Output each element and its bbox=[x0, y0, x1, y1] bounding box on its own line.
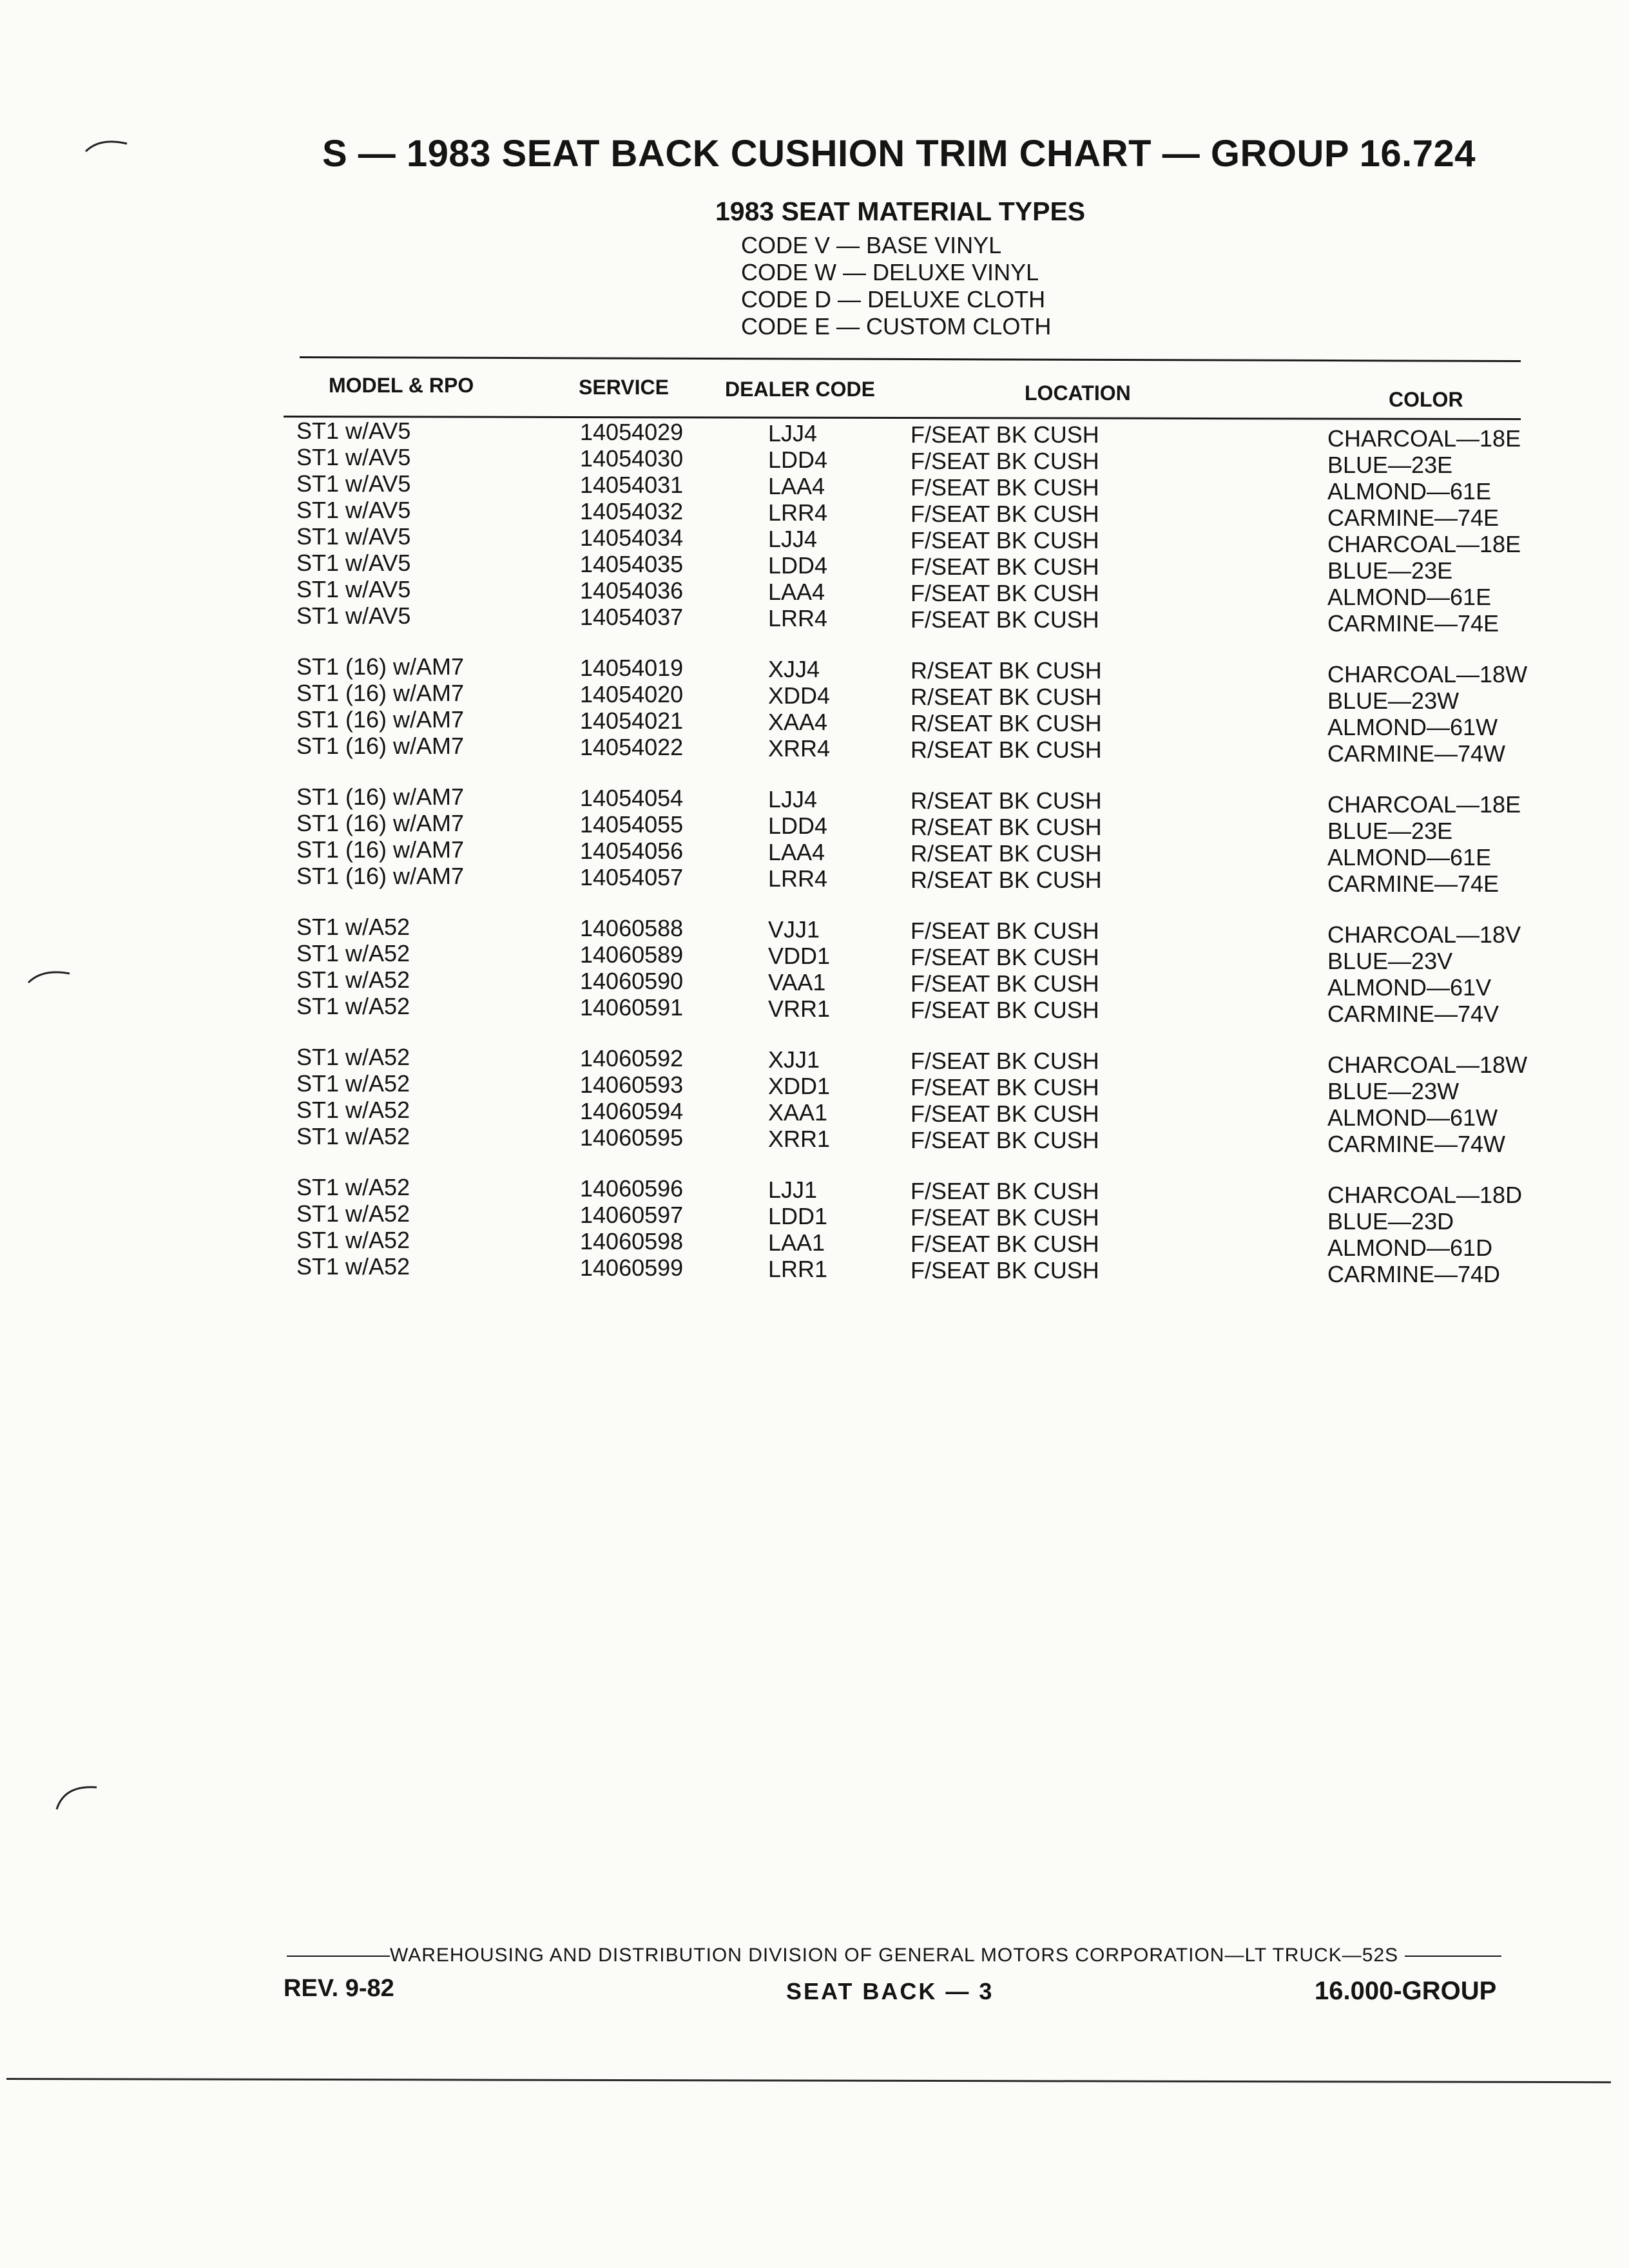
cell-model-rpo: ST1 w/A52 bbox=[296, 1044, 410, 1070]
cell-color: BLUE—23W bbox=[1327, 687, 1460, 714]
cell-location: F/SEAT BK CUSH bbox=[911, 527, 1099, 553]
cell-model-rpo: ST1 (16) w/AM7 bbox=[296, 653, 465, 680]
cell-service-number: 14054029 bbox=[580, 419, 684, 445]
cell-color: BLUE—23V bbox=[1327, 948, 1453, 974]
table-row bbox=[0, 523, 1629, 557]
footer-division-line bbox=[287, 1945, 1501, 1966]
cell-model-rpo: ST1 w/A52 bbox=[296, 940, 410, 966]
cell-service-number: 14054036 bbox=[580, 577, 684, 604]
cell-service-number: 14060598 bbox=[580, 1228, 684, 1254]
table-row bbox=[0, 783, 1629, 818]
table-row bbox=[0, 1174, 1629, 1208]
table-row bbox=[0, 470, 1629, 505]
cell-dealer-code: XDD4 bbox=[768, 682, 831, 709]
cell-location: R/SEAT BK CUSH bbox=[911, 710, 1102, 736]
cell-dealer-code: LRR1 bbox=[768, 1256, 828, 1282]
cell-service-number: 14054022 bbox=[580, 734, 684, 760]
cell-service-number: 14060590 bbox=[580, 968, 684, 994]
cell-model-rpo: ST1 w/A52 bbox=[296, 914, 410, 940]
cell-dealer-code: XJJ1 bbox=[768, 1046, 820, 1073]
cell-location: R/SEAT BK CUSH bbox=[911, 736, 1102, 763]
table-row bbox=[0, 1253, 1629, 1287]
table-row bbox=[0, 733, 1629, 767]
table-header-row bbox=[0, 374, 1629, 411]
cell-model-rpo: ST1 w/AV5 bbox=[296, 497, 411, 523]
cell-dealer-code: VRR1 bbox=[768, 995, 831, 1022]
cell-color: CARMINE—74E bbox=[1327, 505, 1499, 531]
page-label: SEAT BACK — 3 bbox=[786, 1978, 994, 2004]
cell-service-number: 14060589 bbox=[580, 941, 684, 968]
header-location: LOCATION bbox=[1025, 381, 1131, 405]
cell-color: CHARCOAL—18V bbox=[1327, 921, 1521, 948]
cell-dealer-code: VDD1 bbox=[768, 943, 831, 969]
binder-hole-mark bbox=[52, 1778, 103, 1817]
cell-location: F/SEAT BK CUSH bbox=[911, 553, 1099, 580]
cell-location: F/SEAT BK CUSH bbox=[911, 1127, 1099, 1153]
material-code-item: CODE W — DELUXE VINYL bbox=[741, 259, 1039, 285]
header-color: COLOR bbox=[1389, 388, 1463, 411]
header-model-rpo: MODEL & RPO bbox=[329, 374, 474, 397]
cell-color: CHARCOAL—18E bbox=[1327, 531, 1521, 557]
cell-dealer-code: LAA4 bbox=[768, 839, 825, 865]
cell-model-rpo: ST1 w/AV5 bbox=[296, 418, 411, 444]
revision-label: REV. 9-82 bbox=[284, 1975, 394, 2002]
binder-hole-mark bbox=[81, 132, 132, 158]
cell-dealer-code: XJJ4 bbox=[768, 656, 820, 682]
cell-service-number: 14054031 bbox=[580, 472, 684, 498]
cell-color: CHARCOAL—18D bbox=[1327, 1182, 1523, 1208]
cell-color: ALMOND—61W bbox=[1327, 1104, 1498, 1131]
cell-model-rpo: ST1 w/A52 bbox=[296, 966, 410, 993]
table-row bbox=[0, 863, 1629, 897]
cell-service-number: 14054034 bbox=[580, 524, 684, 551]
cell-service-number: 14060596 bbox=[580, 1175, 684, 1202]
cell-dealer-code: LDD4 bbox=[768, 447, 828, 473]
cell-dealer-code: LDD4 bbox=[768, 812, 828, 839]
cell-color: ALMOND—61W bbox=[1327, 714, 1498, 740]
table-row bbox=[0, 706, 1629, 740]
cell-color: BLUE—23D bbox=[1327, 1208, 1454, 1235]
cell-dealer-code: XAA4 bbox=[768, 709, 828, 735]
material-code-item: CODE V — BASE VINYL bbox=[741, 232, 1002, 258]
table-row bbox=[0, 810, 1629, 844]
cell-dealer-code: XDD1 bbox=[768, 1073, 831, 1099]
cell-color: BLUE—23E bbox=[1327, 557, 1453, 584]
cell-service-number: 14060593 bbox=[580, 1072, 684, 1098]
table-top-rule bbox=[300, 356, 1521, 362]
cell-dealer-code: LAA1 bbox=[768, 1229, 825, 1256]
cell-location: F/SEAT BK CUSH bbox=[911, 1074, 1099, 1100]
cell-dealer-code: LJJ4 bbox=[768, 526, 818, 552]
cell-model-rpo: ST1 w/A52 bbox=[296, 1123, 410, 1149]
trim-table-body bbox=[0, 419, 1629, 1334]
table-row bbox=[0, 444, 1629, 478]
material-code-item: CODE D — DELUXE CLOTH bbox=[741, 286, 1046, 312]
cell-dealer-code: XRR1 bbox=[768, 1126, 831, 1152]
table-row bbox=[0, 576, 1629, 610]
cell-location: F/SEAT BK CUSH bbox=[911, 606, 1099, 633]
cell-dealer-code: LAA4 bbox=[768, 473, 825, 499]
cell-model-rpo: ST1 w/A52 bbox=[296, 1070, 410, 1097]
table-row bbox=[0, 914, 1629, 948]
cell-service-number: 14054032 bbox=[580, 498, 684, 524]
table-row bbox=[0, 1123, 1629, 1157]
cell-dealer-code: LJJ1 bbox=[768, 1177, 818, 1203]
cell-color: ALMOND—61E bbox=[1327, 584, 1492, 610]
cell-color: ALMOND—61V bbox=[1327, 974, 1492, 1001]
cell-model-rpo: ST1 (16) w/AM7 bbox=[296, 836, 465, 863]
cell-dealer-code: XAA1 bbox=[768, 1099, 828, 1126]
cell-color: CARMINE—74V bbox=[1327, 1001, 1499, 1027]
cell-color: BLUE—23W bbox=[1327, 1078, 1460, 1104]
cell-dealer-code: LRR4 bbox=[768, 605, 828, 631]
cell-color: CARMINE—74D bbox=[1327, 1261, 1501, 1287]
cell-service-number: 14060588 bbox=[580, 915, 684, 941]
table-row bbox=[0, 1200, 1629, 1235]
cell-dealer-code: LRR4 bbox=[768, 499, 828, 526]
cell-service-number: 14060592 bbox=[580, 1045, 684, 1072]
table-row bbox=[0, 836, 1629, 870]
header-dealer-code: DEALER CODE bbox=[725, 378, 875, 401]
table-row bbox=[0, 1097, 1629, 1131]
table-row bbox=[0, 966, 1629, 1001]
cell-model-rpo: ST1 (16) w/AM7 bbox=[296, 733, 465, 759]
header-service: SERVICE bbox=[579, 376, 669, 399]
footer-dash-left bbox=[287, 1956, 390, 1957]
footer-dash-right bbox=[1405, 1956, 1501, 1957]
cell-location: F/SEAT BK CUSH bbox=[911, 970, 1099, 997]
cell-service-number: 14054030 bbox=[580, 445, 684, 472]
cell-model-rpo: ST1 w/A52 bbox=[296, 1200, 410, 1227]
cell-model-rpo: ST1 w/A52 bbox=[296, 993, 410, 1019]
cell-service-number: 14054035 bbox=[580, 551, 684, 577]
cell-dealer-code: LAA4 bbox=[768, 579, 825, 605]
cell-dealer-code: LRR4 bbox=[768, 865, 828, 892]
cell-location: R/SEAT BK CUSH bbox=[911, 684, 1102, 710]
cell-color: CHARCOAL—18E bbox=[1327, 791, 1521, 818]
cell-color: ALMOND—61E bbox=[1327, 478, 1492, 505]
cell-dealer-code: LDD1 bbox=[768, 1203, 828, 1229]
table-row bbox=[0, 418, 1629, 452]
cell-color: ALMOND—61E bbox=[1327, 844, 1492, 870]
table-row bbox=[0, 653, 1629, 687]
cell-dealer-code: LJJ4 bbox=[768, 786, 818, 812]
cell-location: R/SEAT BK CUSH bbox=[911, 814, 1102, 840]
cell-location: F/SEAT BK CUSH bbox=[911, 448, 1099, 474]
cell-color: CARMINE—74W bbox=[1327, 1131, 1506, 1157]
table-row bbox=[0, 993, 1629, 1027]
cell-model-rpo: ST1 (16) w/AM7 bbox=[296, 863, 465, 889]
cell-location: F/SEAT BK CUSH bbox=[911, 580, 1099, 606]
cell-dealer-code: LDD4 bbox=[768, 552, 828, 579]
cell-service-number: 14054019 bbox=[580, 655, 684, 681]
cell-model-rpo: ST1 w/AV5 bbox=[296, 602, 411, 629]
cell-service-number: 14054057 bbox=[580, 864, 684, 890]
cell-location: F/SEAT BK CUSH bbox=[911, 1204, 1099, 1231]
material-codes-list bbox=[741, 232, 1051, 340]
cell-dealer-code: VAA1 bbox=[768, 969, 826, 995]
cell-location: F/SEAT BK CUSH bbox=[911, 1048, 1099, 1074]
cell-location: R/SEAT BK CUSH bbox=[911, 840, 1102, 867]
cell-location: F/SEAT BK CUSH bbox=[911, 997, 1099, 1023]
cell-model-rpo: ST1 w/AV5 bbox=[296, 444, 411, 470]
cell-color: BLUE—23E bbox=[1327, 818, 1453, 844]
cell-model-rpo: ST1 w/A52 bbox=[296, 1174, 410, 1200]
cell-service-number: 14054055 bbox=[580, 811, 684, 838]
cell-color: CARMINE—74E bbox=[1327, 870, 1499, 897]
cell-service-number: 14060599 bbox=[580, 1254, 684, 1281]
cell-location: F/SEAT BK CUSH bbox=[911, 1100, 1099, 1127]
cell-location: R/SEAT BK CUSH bbox=[911, 657, 1102, 684]
table-row bbox=[0, 550, 1629, 584]
cell-service-number: 14054037 bbox=[580, 604, 684, 630]
page-title: S — 1983 SEAT BACK CUSHION TRIM CHART — GROUP 16.724 bbox=[322, 133, 1476, 175]
cell-service-number: 14054021 bbox=[580, 707, 684, 734]
table-row bbox=[0, 940, 1629, 974]
cell-location: R/SEAT BK CUSH bbox=[911, 787, 1102, 814]
cell-location: F/SEAT BK CUSH bbox=[911, 944, 1099, 970]
cell-dealer-code: LJJ4 bbox=[768, 420, 818, 447]
page-bottom-edge bbox=[6, 2078, 1611, 2083]
cell-service-number: 14060595 bbox=[580, 1124, 684, 1151]
cell-location: F/SEAT BK CUSH bbox=[911, 501, 1099, 527]
cell-location: F/SEAT BK CUSH bbox=[911, 421, 1099, 448]
group-label: 16.000-GROUP bbox=[1315, 1977, 1497, 2005]
table-row bbox=[0, 1227, 1629, 1261]
cell-service-number: 14060594 bbox=[580, 1098, 684, 1124]
cell-dealer-code: VJJ1 bbox=[768, 916, 820, 943]
material-types-heading: 1983 SEAT MATERIAL TYPES bbox=[715, 197, 1086, 226]
cell-model-rpo: ST1 w/AV5 bbox=[296, 470, 411, 497]
table-row bbox=[0, 1044, 1629, 1078]
cell-color: ALMOND—61D bbox=[1327, 1235, 1493, 1261]
cell-model-rpo: ST1 (16) w/AM7 bbox=[296, 706, 465, 733]
cell-model-rpo: ST1 w/A52 bbox=[296, 1227, 410, 1253]
cell-location: F/SEAT BK CUSH bbox=[911, 1178, 1099, 1204]
material-code-item: CODE E — CUSTOM CLOTH bbox=[741, 313, 1052, 340]
cell-location: F/SEAT BK CUSH bbox=[911, 918, 1099, 944]
cell-service-number: 14054056 bbox=[580, 838, 684, 864]
cell-model-rpo: ST1 w/AV5 bbox=[296, 523, 411, 550]
footer-division-text: WAREHOUSING AND DISTRIBUTION DIVISION OF GENERAL MOTORS CORPORATION—LT TRUCK—52S bbox=[390, 1945, 1399, 1966]
cell-model-rpo: ST1 w/AV5 bbox=[296, 550, 411, 576]
cell-service-number: 14060597 bbox=[580, 1202, 684, 1228]
cell-location: R/SEAT BK CUSH bbox=[911, 867, 1102, 893]
cell-location: F/SEAT BK CUSH bbox=[911, 1257, 1099, 1283]
cell-model-rpo: ST1 (16) w/AM7 bbox=[296, 783, 465, 810]
cell-model-rpo: ST1 (16) w/AM7 bbox=[296, 680, 465, 706]
table-row bbox=[0, 1070, 1629, 1104]
table-row bbox=[0, 497, 1629, 531]
cell-model-rpo: ST1 w/AV5 bbox=[296, 576, 411, 602]
cell-model-rpo: ST1 w/A52 bbox=[296, 1253, 410, 1280]
cell-service-number: 14060591 bbox=[580, 994, 684, 1021]
cell-color: BLUE—23E bbox=[1327, 452, 1453, 478]
cell-model-rpo: ST1 w/A52 bbox=[296, 1097, 410, 1123]
cell-dealer-code: XRR4 bbox=[768, 735, 831, 762]
cell-color: CHARCOAL—18W bbox=[1327, 661, 1528, 687]
cell-color: CHARCOAL—18W bbox=[1327, 1052, 1528, 1078]
cell-service-number: 14054054 bbox=[580, 785, 684, 811]
cell-location: F/SEAT BK CUSH bbox=[911, 474, 1099, 501]
cell-service-number: 14054020 bbox=[580, 681, 684, 707]
cell-color: CARMINE—74W bbox=[1327, 740, 1506, 767]
cell-model-rpo: ST1 (16) w/AM7 bbox=[296, 810, 465, 836]
cell-color: CHARCOAL—18E bbox=[1327, 425, 1521, 452]
table-row bbox=[0, 602, 1629, 637]
cell-color: CARMINE—74E bbox=[1327, 610, 1499, 637]
cell-location: F/SEAT BK CUSH bbox=[911, 1231, 1099, 1257]
table-row bbox=[0, 680, 1629, 714]
